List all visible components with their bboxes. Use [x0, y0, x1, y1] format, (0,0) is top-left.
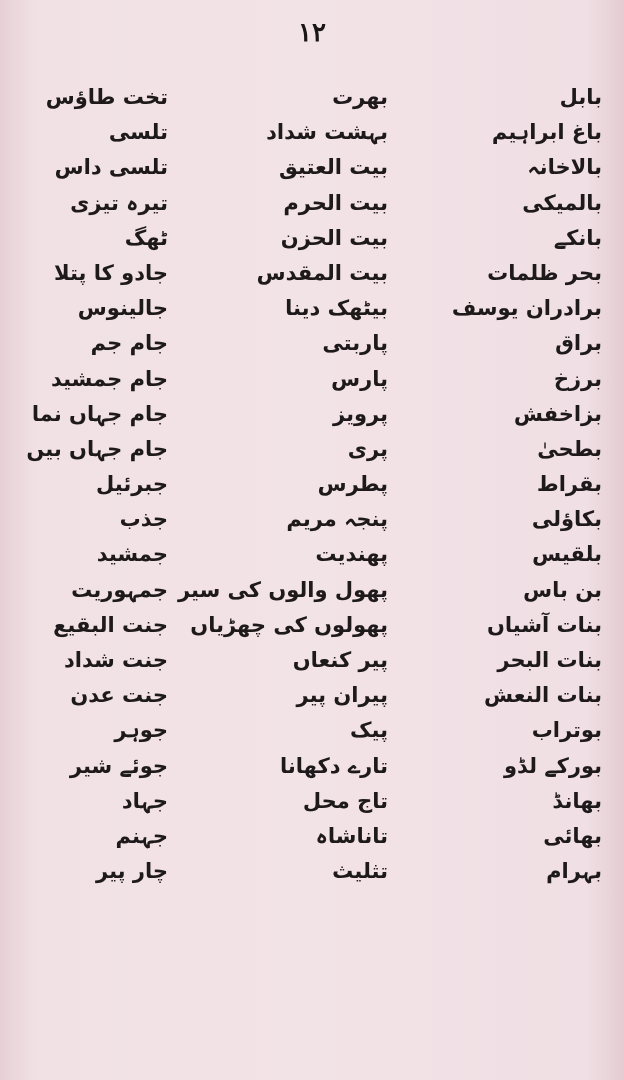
list-item: جنت البقیع	[53, 612, 168, 637]
list-item: بلقیس	[532, 542, 602, 567]
list-item: تارے دکھانا	[280, 753, 388, 778]
list-item: بابل	[559, 85, 602, 109]
list-item: بقراط	[536, 472, 602, 497]
list-item: تاناشاہ	[315, 823, 388, 848]
list-item: بکاؤلی	[531, 507, 602, 532]
list-item: بھائی	[543, 823, 602, 848]
list-item: بحر ظلمات	[487, 260, 602, 285]
list-item: جام جہاں نما	[31, 401, 168, 426]
list-item: بھانڈ	[552, 788, 602, 813]
list-item: جذب	[119, 507, 168, 532]
list-item: پطرس	[317, 472, 388, 497]
list-item: بیت الحزن	[280, 225, 388, 250]
column-right	[432, 80, 602, 889]
list-item: پری	[347, 436, 388, 461]
list-item: تیرہ تیزی	[70, 190, 168, 215]
list-item: برزخ	[553, 366, 602, 391]
list-item: پھولوں کی چھڑیاں	[190, 612, 388, 637]
list-item: جنت عدن	[70, 683, 168, 708]
list-item: بالمیکی	[522, 190, 602, 215]
list-item: پھول والوں کی سیر	[177, 577, 388, 602]
list-item: براق	[555, 331, 602, 356]
list-item: پھندیت	[315, 542, 388, 567]
list-item: تلسی	[108, 120, 168, 145]
list-item: بھرت	[332, 85, 388, 109]
list-item: جہاد	[121, 788, 168, 813]
list-item: تلسی داس	[54, 155, 168, 180]
list-item: پیر کنعاں	[292, 648, 388, 672]
list-item: بیت العتیق	[278, 155, 388, 180]
list-item: جالینوس	[77, 296, 168, 321]
column-middle	[177, 80, 388, 889]
list-item: پرویز	[333, 401, 388, 426]
list-item: بن باس	[523, 577, 602, 602]
list-item: تخت طاؤس	[45, 85, 168, 109]
list-item: تاج محل	[302, 788, 388, 813]
list-item: بالاخانہ	[527, 155, 602, 180]
list-item: چار پیر	[96, 859, 168, 884]
list-item: جوئے شیر	[69, 753, 168, 778]
list-item: ٹھگ	[124, 225, 168, 250]
list-item: بانکے	[553, 225, 602, 250]
list-item: بنات آشیاں	[487, 612, 602, 637]
list-item: بوتراب	[531, 718, 602, 743]
list-item: جام جہاں بیں	[26, 436, 168, 461]
list-item: جمشید	[96, 542, 168, 567]
list-item: جوہر	[114, 718, 168, 743]
list-item: جنت شداد	[63, 648, 168, 672]
list-item: تثلیث	[332, 859, 388, 884]
list-item: باغ ابراہیم	[491, 120, 602, 145]
list-item: پیک	[350, 718, 388, 743]
list-item: جمہوریت	[71, 577, 168, 602]
list-item: جام جمشید	[50, 366, 168, 391]
list-item: بہشت شداد	[266, 120, 388, 145]
list-item: بنات البحر	[497, 648, 602, 672]
list-item: بیت الحرم	[283, 190, 388, 215]
list-item: پاربتی	[322, 331, 388, 356]
list-item: بنات النعش	[484, 683, 602, 708]
list-item: بزاخفش	[513, 401, 602, 426]
list-item: پارس	[331, 366, 388, 391]
list-item: پنجہ مریم	[286, 507, 388, 532]
list-item: بہرام	[546, 859, 602, 884]
list-item: بیٹھک دینا	[285, 296, 388, 321]
list-item: بیت المقدس	[256, 260, 388, 285]
column-left	[18, 80, 168, 889]
page-number: ۱۲	[298, 18, 326, 48]
list-item: بطحیٰ	[537, 436, 602, 461]
list-item: پیران پیر	[296, 683, 388, 708]
list-item: جام جم	[90, 331, 168, 356]
list-item: بورکے لڈو	[503, 753, 602, 778]
list-item: برادران یوسف	[451, 296, 602, 321]
list-item: جادو کا پتلا	[54, 260, 168, 285]
list-item: جہنم	[115, 823, 168, 848]
list-item: جبرئیل	[96, 472, 168, 497]
